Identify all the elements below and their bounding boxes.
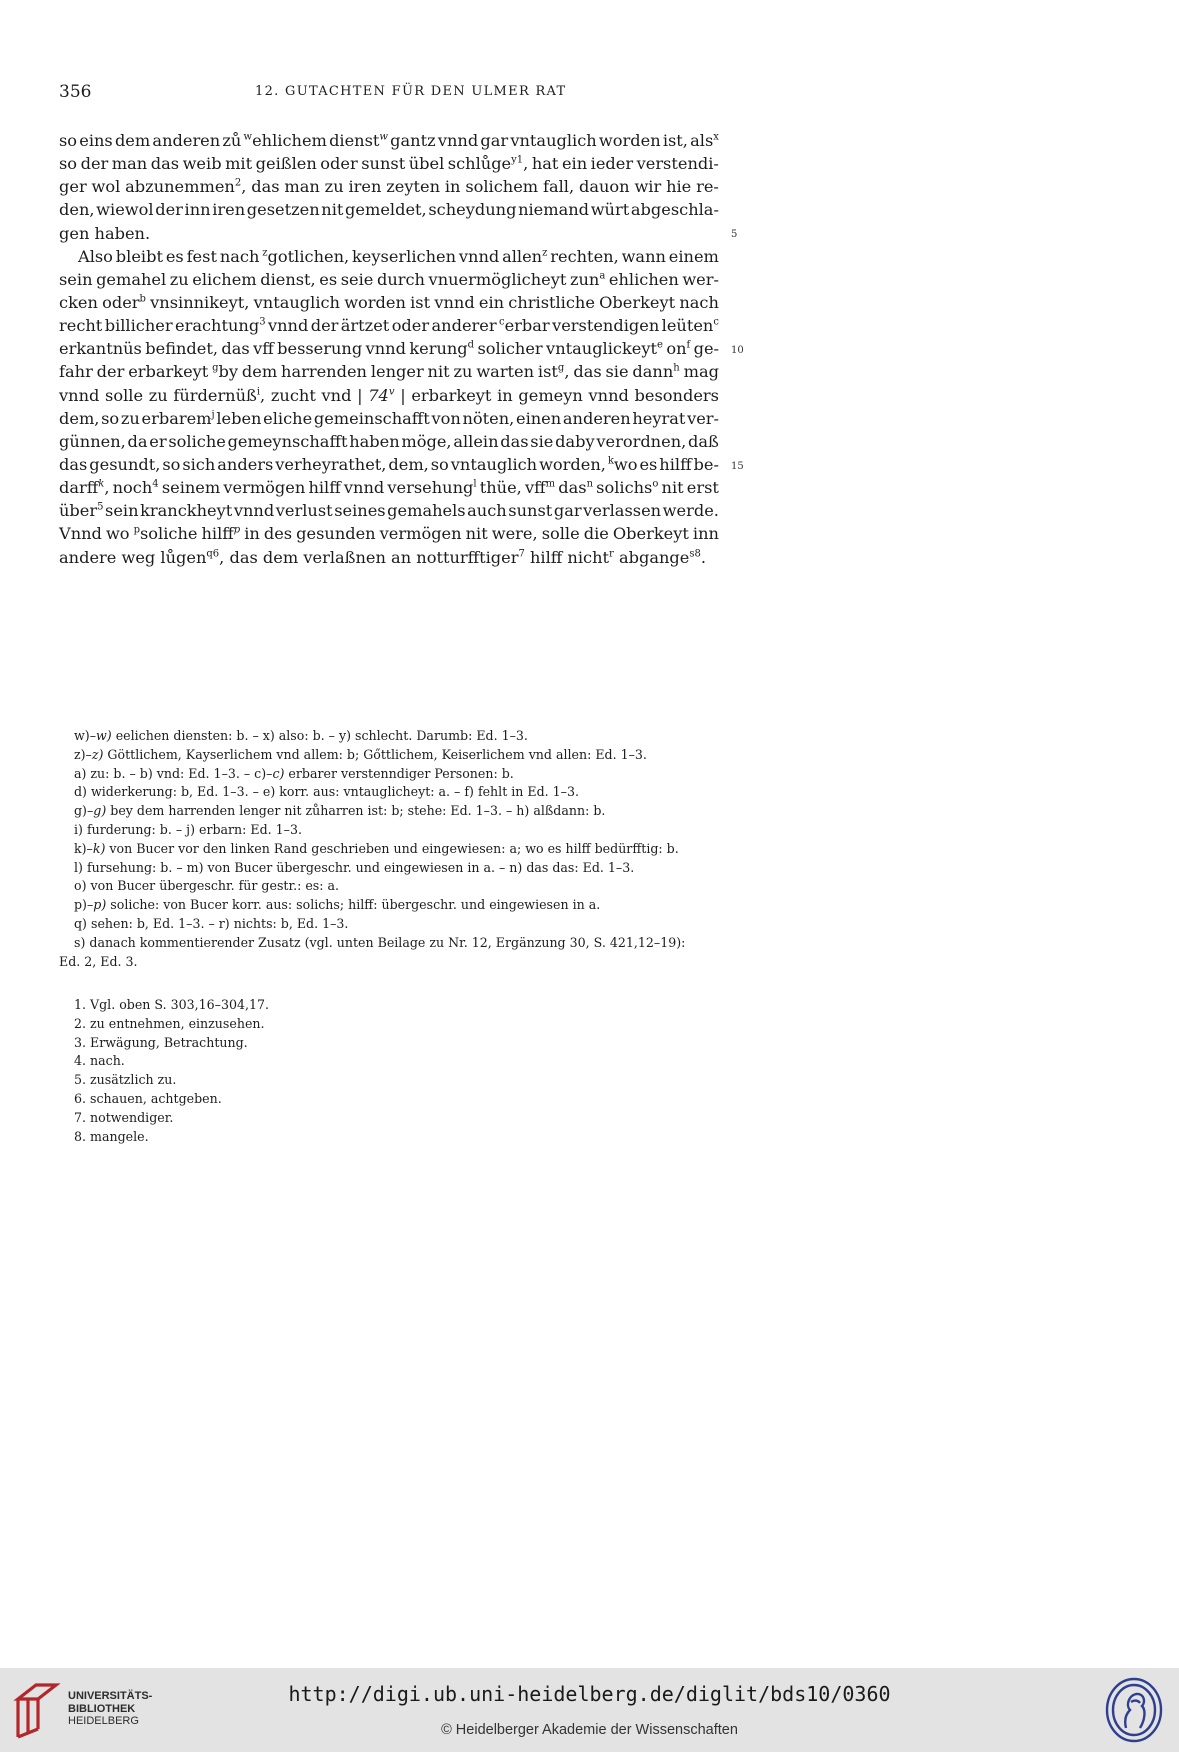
line-number-15: 15 [731,461,744,472]
text-line: günnen, da er soliche gemeynschafft haben möge, allein das sie daby verordnen, daß [59,431,719,451]
apparatus-entry: q) sehen: b, Ed. 1–3. – r) nichts: b, Ed. 1–3. [74,915,349,931]
text-line: so der man das weib mit geißlen oder sunst übel schlůge$^{y1}$, hat ein ieder verstendi- [59,154,719,174]
text-line: Also bleibt es fest nach $^z$gotlichen, keyserlichen vnnd allen$^z$ rechten, wann einem [78,246,719,266]
text-line: so eins dem anderen zů $^w$ehlichem dienst$^w$ gantz vnnd gar vntauglich worden ist, als$^x$ [59,131,719,150]
text-line: fahr der erbarkeyt $^g$by dem harrenden lenger nit zu warten ist$^g$, das sie dann$^h$ mag [59,362,719,382]
text-line: den, wiewol der inn iren gesetzen nit gemeldet, scheydung niemand würt abgeschla- [59,200,719,220]
apparatus-entry: Ed. 2, Ed. 3. [59,953,138,969]
footnote-entry: 7. notwendiger. [74,1109,174,1125]
footnote-entry: 5. zusätzlich zu. [74,1072,177,1088]
line-number-5: 5 [731,229,738,240]
apparatus-entry: d) widerkerung: b, Ed. 1–3. – e) korr. aus: vntauglicheyt: a. – f) fehlt in Ed. 1–3. [74,784,579,800]
footer-bar [0,1668,1179,1752]
main-text [59,129,719,569]
text-line: erkantnüs befindet, das vff besserung vnnd kerung$^d$ solicher vntauglickeyt$^e$ $on^f$ ge- [59,339,719,359]
apparatus-entry: a) zu: b. – b) vnd: Ed. 1–3. – c)–c) erbarer verstenndiger Personen: b. [74,765,514,781]
apparatus-entry: k)–k) von Bucer vor den linken Rand geschrieben und eingewiesen: a; wo es hilff bedürfftig: b. [74,840,679,856]
text-line: sein gemahel zu elichem dienst, es seie durch vnuermöglicheyt zun$^a$ ehlichen wer- [59,269,719,289]
page-number: 356 [59,82,92,102]
document-url-link[interactable]: http://digi.ub.uni-heidelberg.de/diglit/bds10/0360 [288,1682,891,1706]
text-line: Vnnd wo $^p$soliche hilff$^p$ in des gesunden vermögen nit were, solle die Oberkeyt inn [59,524,719,544]
text-line: ger wol abzunemmen$^2$, das man zu iren zeyten in solichem fall, dauon wir hie re- [59,177,719,197]
apparatus-entry: w)–w) eelichen diensten: b. – x) also: b. – y) schlecht. Darumb: Ed. 1–3. [74,728,528,743]
apparatus-entry: s) danach kommentierender Zusatz (vgl. unten Beilage zu Nr. 12, Ergänzung 30, S. 421,12–19): [74,934,686,950]
text-line: vnnd solle zu fürdernüß$^i$, zucht vnd | 74$^v$ | erbarkeyt in gemeyn vnnd besonders [59,385,719,405]
text-line: dem, so zu erbarem$^j$ leben eliche gemeinschafft von nöten, einen anderen heyrat ver- [59,408,719,428]
text-line: über$^5$ sein kranckheyt vnnd verlust seines gemahels auch sunst gar verlassen werde. [59,501,719,521]
footnote-entry: 8. mangele. [74,1128,149,1144]
apparatus-entry: g)–g) bey dem harrenden lenger nit zůharren ist: b; stehe: Ed. 1–3. – h) alßdann: b. [74,803,606,819]
footnote-entry: 6. schauen, achtgeben. [74,1090,222,1106]
running-title: 12. GUTACHTEN FÜR DEN ULMER RAT [255,84,567,99]
apparatus-entry: l) fursehung: b. – m) von Bucer übergeschr. und eingewiesen in a. – n) das das: Ed. 1–3. [74,859,635,875]
text-line: gen haben. [59,223,151,243]
footnote-entry: 3. Erwägung, Betrachtung. [74,1034,248,1050]
text-line: recht billicher erachtung$^3$ vnnd der ärtzet oder anderer $^c$erbar verstendigen leüten$^c$ [59,316,719,336]
apparatus-entry: i) furderung: b. – j) erbarn: Ed. 1–3. [74,821,302,837]
critical-apparatus [59,727,724,971]
footnotes [59,996,459,1146]
copyright-notice: © Heidelberger Akademie der Wissenschaften [441,1722,738,1738]
text-line: das gesundt, so sich anders verheyrathet, dem, so vntauglich worden, $^k$wo es hilff be- [59,454,719,474]
apparatus-entry: o) von Bucer übergeschr. für gestr.: es: a. [74,878,340,894]
text-line: andere weg lůgen$^{q6}$, das dem verlaßnen an notturfftiger$^7$ hilff nicht$^r$ abgange$^{s8}$. [59,547,707,567]
line-number-10: 10 [731,345,744,356]
text-line: cken oder$^b$ vnsinnikeyt, vntauglich worden ist vnnd ein christliche Oberkeyt nach [59,292,719,312]
text-line: darff$^k$, noch$^4$ seinem vermögen hilff vnnd versehung$^l$ thüe, vff$^m$ das$^n$ solichs$^o$ nit erst [59,478,719,498]
footnote-entry: 4. nach. [74,1053,125,1069]
apparatus-entry: z)–z) Göttlichem, Kayserlichem vnd allem: b; Gőttlichem, Keiserlichem vnd allen: Ed. 1–3. [74,746,647,762]
academy-seal-icon [1104,1676,1164,1744]
apparatus-entry: p)–p) soliche: von Bucer korr. aus: solichs; hilff: übergeschr. und eingewiesen in a. [74,897,601,913]
page-header [59,82,719,106]
library-name: UNIVERSITÄTS- BIBLIOTHEK HEIDELBERG [68,1690,153,1727]
footnote-entry: 2. zu entnehmen, einzusehen. [74,1015,265,1031]
footnote-entry: 1. Vgl. oben S. 303,16–304,17. [74,997,270,1012]
